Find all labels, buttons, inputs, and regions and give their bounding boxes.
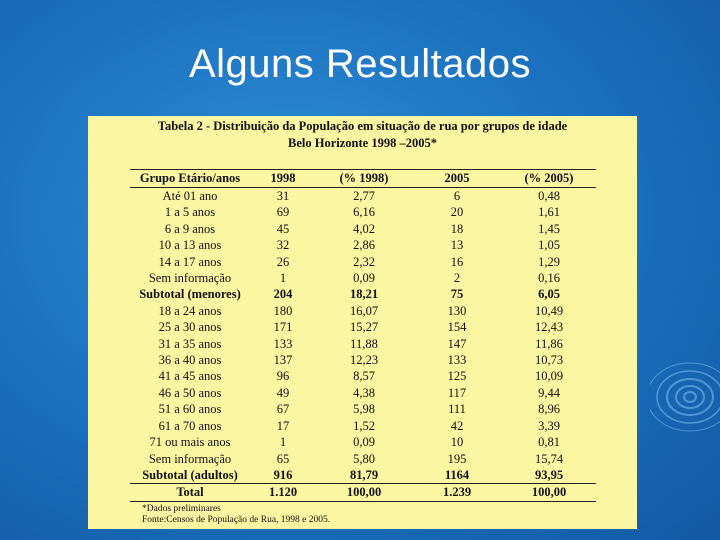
table-cell: 12,23 <box>349 353 379 368</box>
table-cell: 6 a 9 anos <box>164 221 216 236</box>
table-cell: 25 a 30 anos <box>158 320 222 335</box>
total-cell: 100,00 <box>502 484 596 501</box>
table-cell: 67 <box>276 402 290 417</box>
table-cell: 11,86 <box>535 336 563 351</box>
table-cell: 61 a 70 anos <box>158 418 222 433</box>
table-cell: 71 ou mais anos <box>149 435 231 450</box>
table-cell: 14 a 17 anos <box>158 254 222 269</box>
table-header-row <box>130 170 596 188</box>
table-cell: 204 <box>273 287 293 302</box>
total-cell: 100,00 <box>316 484 412 501</box>
header-age-group: Grupo Etário/anos <box>130 170 250 188</box>
table-cell: 31 a 35 anos <box>158 336 222 351</box>
table-cell: 0,48 <box>538 189 560 203</box>
table-cell: 1,45 <box>538 221 560 236</box>
table-cell: 133 <box>447 353 467 368</box>
table-cell: 15,74 <box>534 451 564 466</box>
table-cell: 31 <box>276 189 290 203</box>
table-row <box>130 204 596 220</box>
table-cell: 4,38 <box>353 385 375 400</box>
table-row <box>130 467 596 484</box>
table-cell: 8,57 <box>353 369 375 384</box>
table-caption: Tabela 2 - Distribuição da População em situação de rua por grupos de idade <box>157 119 568 133</box>
table-cell: Até 01 ano <box>162 189 218 203</box>
table-row <box>130 352 596 368</box>
table-cell: 10,09 <box>534 369 564 384</box>
table-cell: 111 <box>448 402 466 417</box>
table-row <box>130 237 596 253</box>
table-cell: 13 <box>450 238 464 253</box>
table-cell: 96 <box>276 369 290 384</box>
footnote-source: Fonte:Censos de População de Rua, 1998 e 2005. <box>142 515 331 525</box>
table-cell: 1,61 <box>538 205 560 220</box>
table-cell: 16 <box>450 254 464 269</box>
table-cell: 15,27 <box>349 320 379 335</box>
table-cell: 2,86 <box>353 238 375 253</box>
table-cell: 18 a 24 anos <box>158 303 222 318</box>
header-pct-2005: (% 2005) <box>502 170 596 188</box>
table-cell: 75 <box>450 287 464 302</box>
table-cell: 17 <box>276 418 290 433</box>
table-cell: 154 <box>447 320 467 335</box>
table-row <box>130 221 596 237</box>
table-cell: 147 <box>447 336 467 351</box>
table-cell: 49 <box>276 385 290 400</box>
table-cell: 18,21 <box>349 287 379 302</box>
table-row <box>130 434 596 450</box>
table-row <box>130 254 596 270</box>
table-subcaption: Belo Horizonte 1998 –2005* <box>288 136 437 150</box>
table-cell: 0,09 <box>353 271 375 286</box>
water-ripple-decoration <box>650 355 720 445</box>
table-row <box>130 336 596 352</box>
table-cell: 10,49 <box>534 303 564 318</box>
table-cell: 8,96 <box>538 402 560 417</box>
table-cell: 69 <box>276 205 290 220</box>
table-cell: 3,39 <box>538 418 560 433</box>
table-cell: 1,29 <box>538 254 560 269</box>
slide-title: Alguns Resultados <box>188 42 532 86</box>
table-row <box>130 401 596 417</box>
table-cell: 46 a 50 anos <box>158 385 222 400</box>
table-cell: 4,02 <box>353 221 375 236</box>
table-cell: 81,79 <box>349 467 379 482</box>
table-cell: 2 <box>453 271 461 286</box>
table-cell: 1,05 <box>538 238 560 253</box>
table-cell: 6,16 <box>353 205 375 220</box>
table-cell: 1 <box>279 435 287 450</box>
table-cell: 0,81 <box>538 435 560 450</box>
table-row <box>130 368 596 384</box>
table-cell: 36 a 40 anos <box>158 353 222 368</box>
table-cell: 1 a 5 anos <box>164 205 216 220</box>
table-row <box>130 303 596 319</box>
table-cell: Sem informação <box>148 451 232 466</box>
table-cell: Subtotal (adultos) <box>142 467 238 482</box>
table-cell: 10 <box>450 435 464 450</box>
table-cell: 171 <box>273 320 293 335</box>
table-cell: 9,44 <box>538 385 560 400</box>
table-cell: 26 <box>276 254 290 269</box>
table-cell: 5,98 <box>353 402 375 417</box>
table-cell: 125 <box>447 369 467 384</box>
table-cell: 0,09 <box>353 435 375 450</box>
table-cell: 11,88 <box>350 336 378 351</box>
table-body <box>130 188 596 502</box>
table-cell: 51 a 60 anos <box>158 402 222 417</box>
table-row <box>130 385 596 401</box>
table-cell: 65 <box>276 451 290 466</box>
table-cell: 20 <box>450 205 464 220</box>
table-cell: 5,80 <box>353 451 375 466</box>
table-image <box>88 116 637 529</box>
table-cell: 18 <box>450 221 464 236</box>
table-cell: 10,73 <box>534 353 564 368</box>
table-cell: 2,32 <box>353 254 375 269</box>
table-cell: 45 <box>276 221 290 236</box>
table-row <box>130 286 596 302</box>
table-row <box>130 270 596 286</box>
header-pct-1998: (% 1998) <box>316 170 412 188</box>
table-cell: 916 <box>273 467 293 482</box>
table-cell: 10 a 13 anos <box>158 238 222 253</box>
table-cell: 130 <box>447 303 467 318</box>
table-cell: 117 <box>447 385 467 400</box>
table-cell: 6 <box>453 189 461 203</box>
table-cell: 6,05 <box>538 287 560 302</box>
table-cell: 41 a 45 anos <box>158 369 222 384</box>
table-cell: 12,43 <box>534 320 564 335</box>
table-row <box>130 418 596 434</box>
table-cell: 137 <box>273 353 293 368</box>
header-1998: 1998 <box>250 170 316 188</box>
footnote-preliminary: *Dados preliminares <box>142 504 221 514</box>
header-2005: 2005 <box>412 170 502 188</box>
table-row <box>130 188 596 205</box>
table-cell: 195 <box>447 451 467 466</box>
table-cell: Subtotal (menores) <box>139 287 241 302</box>
total-cell: 1.239 <box>412 484 502 501</box>
table-cell: Sem informação <box>148 271 232 286</box>
table-cell: 93,95 <box>534 467 564 482</box>
table-cell: 1164 <box>444 467 470 482</box>
total-cell: Total <box>130 484 250 501</box>
table-row <box>130 319 596 335</box>
total-cell: 1.120 <box>250 484 316 501</box>
table-cell: 133 <box>273 336 293 351</box>
table-cell: 16,07 <box>349 303 379 318</box>
table-total-row <box>130 484 596 501</box>
table-cell: 0,16 <box>538 271 560 286</box>
table-cell: 1,52 <box>353 418 375 433</box>
table-cell: 32 <box>276 238 290 253</box>
population-table <box>130 169 596 502</box>
table-cell: 42 <box>450 418 464 433</box>
table-cell: 180 <box>273 303 293 318</box>
table-row <box>130 451 596 467</box>
table-cell: 2,77 <box>353 189 375 203</box>
table-cell: 1 <box>279 271 287 286</box>
